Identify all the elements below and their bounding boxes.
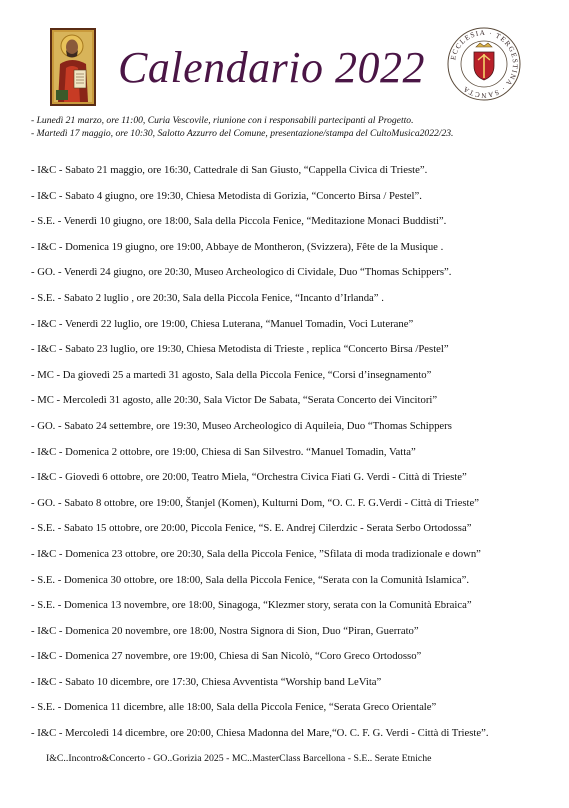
event-item: - I&C - Sabato 21 maggio, ore 16:30, Cattedrale di San Giusto, “Cappella Civica di Trieste”. xyxy=(31,164,428,176)
event-item: - I&C - Mercoledì 14 dicembre, ore 20:00, Chiesa Madonna del Mare,“O. C. F. G. Verdi - Città di Trieste”. xyxy=(31,727,489,740)
page-title: Calendario 2022 xyxy=(118,43,425,92)
event-item: - S.E. - Venerdì 10 giugno, ore 18:00, Sala della Piccola Fenice, “Meditazione Monaci Buddisti”. xyxy=(31,215,447,228)
event-item: - MC - Da giovedì 25 a martedì 31 agosto, Sala della Piccola Fenice, “Corsi d’insegnamento” xyxy=(31,368,432,381)
note-item: - Martedì 17 maggio, ore 10:30, Salotto Azzurro del Comune, presentazione/stampa del CultoMusica2022/23. xyxy=(31,128,454,139)
notes-list xyxy=(31,114,551,140)
event-item: - S.E. - Domenica 30 ottobre, ore 18:00, Sala della Piccola Fenice, “Serata con la Comunità Islamica”. xyxy=(31,573,470,586)
event-item: - I&C - Domenica 2 ottobre, ore 19:00, Chiesa di San Silvestro. “Manuel Tomadin, Vatta” xyxy=(31,445,416,458)
saint-icon-image xyxy=(50,28,96,106)
saint-icon xyxy=(50,28,96,106)
ecclesia-seal xyxy=(446,26,522,102)
event-item: - I&C - Domenica 23 ottobre, ore 20:30, Sala della Piccola Fenice, ”Sfilata di moda tradizionale e down” xyxy=(31,547,481,560)
note-item: - Lunedì 21 marzo, ore 11:00, Curia Vescovile, riunione con i responsabili partecipanti al Progetto. xyxy=(31,115,414,126)
event-item: - S.E. - Domenica 13 novembre, ore 18:00, Sinagoga, “Klezmer story, serata con la Comunità Ebraica” xyxy=(31,599,472,612)
event-item: - S.E. - Domenica 11 dicembre, alle 18:00, Sala della Piccola Fenice, “Serata Greco Orientale” xyxy=(31,701,437,714)
event-item: - I&C - Domenica 27 novembre, ore 19:00, Chiesa di San Nicolò, “Coro Greco Ortodosso” xyxy=(31,650,422,663)
abbreviation-legend: I&C..Incontro&Concerto - GO..Gorizia 2025 - MC..MasterClass Barcellona - S.E.. Serate Etniche xyxy=(46,753,432,764)
event-item: - I&C - Venerdì 22 luglio, ore 19:00, Chiesa Luterana, “Manuel Tomadin, Voci Luterane” xyxy=(31,317,414,330)
event-item: - I&C - Domenica 19 giugno, ore 19:00, Abbaye de Montheron, (Svizzera), Fête de la Musique . xyxy=(31,240,444,253)
event-item: - S.E. - Sabato 15 ottobre, ore 20:00, Piccola Fenice, “S. E. Andrej Cilerdzic - Serata Serbo Ortodossa” xyxy=(31,522,472,535)
event-list xyxy=(31,163,561,752)
event-item: - GO. - Venerdì 24 giugno, ore 20:30, Museo Archeologico di Cividale, Duo “Thomas Schippers”. xyxy=(31,266,452,279)
ecclesia-seal-icon xyxy=(446,26,522,102)
event-item: - I&C - Domenica 20 novembre, ore 18:00, Nostra Signora di Sion, Duo “Piran, Guerrato” xyxy=(31,624,419,637)
event-item: - MC - Mercoledì 31 agosto, alle 20:30, Sala Victor De Sabata, “Serata Concerto dei Vincitori” xyxy=(31,394,438,407)
event-item: - I&C - Giovedì 6 ottobre, ore 20:00, Teatro Miela, “Orchestra Civica Fiati G. Verdi - Città di Trieste” xyxy=(31,471,467,484)
event-item: - I&C - Sabato 4 giugno, ore 19:30, Chiesa Metodista di Gorizia, “Concerto Birsa / Pestel”. xyxy=(31,189,422,202)
event-item: - GO. - Sabato 24 settembre, ore 19:30, Museo Archeologico di Aquileia, Duo “Thomas Schippers xyxy=(31,419,452,432)
event-item: - I&C - Sabato 23 luglio, ore 19:30, Chiesa Metodista di Trieste , replica “Concerto Birsa /Pestel” xyxy=(31,343,449,356)
seal-text: ECCLESIA · TERGESTINA · SANCTA xyxy=(449,28,520,100)
event-item: - S.E. - Sabato 2 luglio , ore 20:30, Sala della Piccola Fenice, “Incanto d’Irlanda” . xyxy=(31,291,384,304)
event-item: - I&C - Sabato 10 dicembre, ore 17:30, Chiesa Avventista “Worship band LeVita” xyxy=(31,675,382,688)
event-item: - GO. - Sabato 8 ottobre, ore 19:00, Štanjel (Komen), Kulturni Dom, “O. C. F. G.Verdi - Città di Trieste” xyxy=(31,496,479,509)
